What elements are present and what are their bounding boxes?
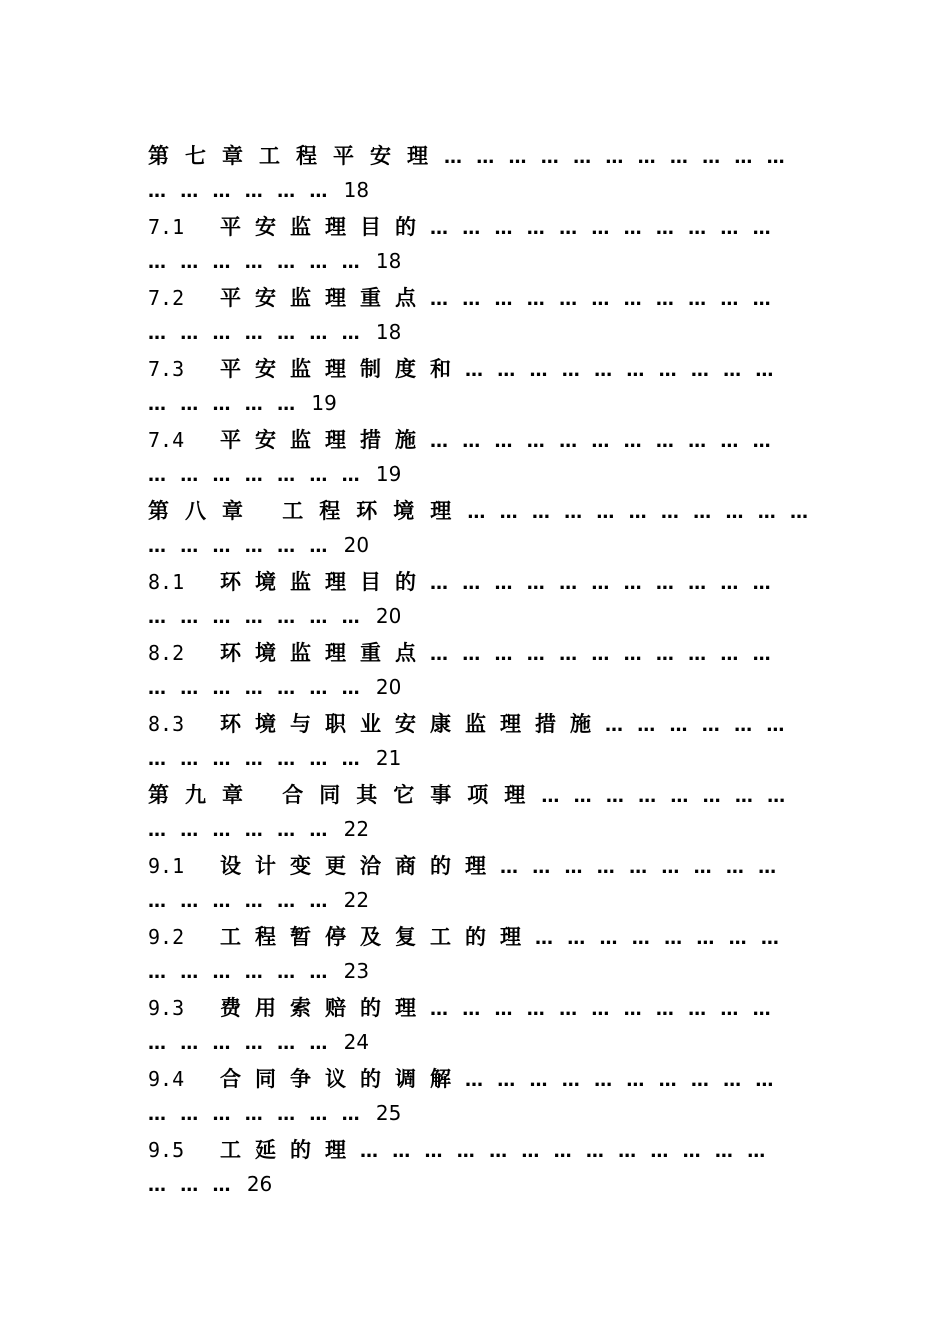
toc-entry-line (148, 423, 812, 456)
toc-entry-continuation (148, 1095, 812, 1131)
toc-entry-continuation (148, 953, 812, 989)
toc-entry-line (148, 1133, 812, 1166)
toc-entry-line (148, 139, 812, 172)
dot-leader: … … … … … … … (148, 1104, 374, 1125)
toc-section-entry (148, 1133, 812, 1204)
chapter-title: 第七章工程平安理 (148, 143, 444, 168)
toc-entry-line (148, 920, 812, 953)
dot-leader: … … … … … … … … (535, 928, 783, 949)
dot-leader: … … … … … … … (148, 678, 374, 699)
section-title: 环境监理目的 (220, 569, 430, 594)
toc-section-entry (148, 565, 812, 636)
toc-entry-line (148, 565, 812, 598)
page-number: 22 (343, 888, 370, 912)
dot-leader: … … … … … … … … … … … (430, 431, 775, 452)
page-number: 18 (375, 320, 402, 344)
toc-entry-continuation (148, 598, 812, 634)
page-number: 19 (311, 391, 337, 415)
section-number: 9.4 (148, 1067, 185, 1091)
toc-entry-line (148, 778, 812, 811)
toc-entry-continuation (148, 669, 812, 705)
dot-leader: … … … … … … … (148, 607, 374, 628)
toc-entry-line (148, 707, 812, 740)
dot-leader: … … … … … … (148, 891, 342, 912)
chapter-title: 第九章 合同其它事项理 (148, 782, 542, 807)
toc-entry-continuation (148, 314, 812, 350)
page-number: 20 (343, 533, 370, 557)
page-number: 24 (343, 1030, 370, 1054)
section-number: 7.4 (148, 428, 185, 452)
dot-leader: … … … … … … … (148, 323, 374, 344)
toc-entry-line (148, 352, 812, 385)
toc-section-entry (148, 281, 812, 352)
page-number: 26 (246, 1172, 273, 1196)
toc-section-entry (148, 352, 812, 423)
dot-leader: … … … … … … … … … … (465, 1070, 778, 1091)
toc-entry-continuation (148, 1024, 812, 1060)
dot-leader: … … … … … … … (148, 252, 374, 273)
table-of-contents (148, 139, 812, 1204)
dot-leader: … … … … … (148, 394, 310, 415)
toc-entry-continuation (148, 811, 812, 847)
toc-entry-continuation (148, 527, 812, 563)
section-title: 平安监理重点 (220, 285, 430, 310)
toc-section-entry (148, 1062, 812, 1133)
toc-entry-line (148, 991, 812, 1024)
section-title: 环境与职业安康监理措施 (220, 711, 605, 736)
dot-leader: … … … … … … (148, 536, 342, 557)
section-number: 8.1 (148, 570, 185, 594)
dot-leader: … … … … … … (605, 715, 789, 736)
toc-entry-line (148, 1062, 812, 1095)
dot-leader: … … … … … … … … … … … (430, 573, 775, 594)
dot-leader: … … … … … … (148, 1033, 342, 1054)
section-title: 合同争议的调解 (220, 1066, 465, 1091)
section-title: 环境监理重点 (220, 640, 430, 665)
toc-entry-line (148, 281, 812, 314)
page-number: 20 (375, 604, 402, 628)
section-title: 工程暂停及复工的理 (220, 924, 535, 949)
toc-chapter-entry (148, 139, 812, 210)
page-number: 18 (375, 249, 402, 273)
dot-leader: … … … … … … (148, 820, 342, 841)
section-number: 9.2 (148, 925, 185, 949)
section-number: 9.3 (148, 996, 185, 1020)
section-title: 平安监理目的 (220, 214, 430, 239)
dot-leader: … … … … … … … … … … … (430, 218, 775, 239)
toc-chapter-entry (148, 494, 812, 565)
toc-section-entry (148, 707, 812, 778)
toc-entry-continuation (148, 243, 812, 279)
toc-entry-continuation (148, 456, 812, 492)
page-number: 22 (343, 817, 370, 841)
toc-entry-continuation (148, 882, 812, 918)
section-number: 7.2 (148, 286, 185, 310)
dot-leader: … … … … … … … … … … … (444, 147, 789, 168)
toc-entry-continuation (148, 385, 812, 421)
section-number: 8.2 (148, 641, 185, 665)
section-title: 费用索赔的理 (220, 995, 430, 1020)
dot-leader: … … … … … … … … … … … (430, 999, 775, 1020)
dot-leader: … … … … … … … (148, 749, 374, 770)
section-number: 9.1 (148, 854, 185, 878)
page-number: 21 (375, 746, 402, 770)
section-number: 7.3 (148, 357, 185, 381)
dot-leader: … … … … … … … … … … … (430, 289, 775, 310)
dot-leader: … … … … … … … … … … … (430, 644, 775, 665)
section-number: 7.1 (148, 215, 185, 239)
dot-leader: … … … … … … (148, 181, 342, 202)
dot-leader: … … … … … … … … … … … (467, 502, 812, 523)
toc-entry-line (148, 849, 812, 882)
page-number: 20 (375, 675, 402, 699)
toc-entry-continuation (148, 172, 812, 208)
page-number: 25 (375, 1101, 402, 1125)
page-number: 23 (343, 959, 370, 983)
page-number: 19 (375, 462, 402, 486)
dot-leader: … … … … … … … … (541, 786, 790, 807)
toc-section-entry (148, 991, 812, 1062)
section-number: 8.3 (148, 712, 185, 736)
toc-section-entry (148, 636, 812, 707)
toc-section-entry (148, 849, 812, 920)
section-title: 工延的理 (220, 1137, 360, 1162)
dot-leader: … … … … … … … (148, 465, 374, 486)
toc-entry-line (148, 636, 812, 669)
section-title: 设计变更洽商的理 (220, 853, 500, 878)
toc-entry-line (148, 494, 812, 527)
toc-section-entry (148, 210, 812, 281)
toc-chapter-entry (148, 778, 812, 849)
section-number: 9.5 (148, 1138, 185, 1162)
section-title: 平安监理措施 (220, 427, 430, 452)
dot-leader: … … … … … … … … … (500, 857, 781, 878)
toc-section-entry (148, 423, 812, 494)
section-title: 平安监理制度和 (220, 356, 465, 381)
toc-entry-line (148, 210, 812, 243)
toc-section-entry (148, 920, 812, 991)
toc-entry-continuation (148, 1166, 812, 1202)
toc-entry-continuation (148, 740, 812, 776)
dot-leader: … … … … … … (148, 962, 342, 983)
dot-leader: … … … (148, 1175, 245, 1196)
dot-leader: … … … … … … … … … … (465, 360, 778, 381)
chapter-title: 第八章 工程环境理 (148, 498, 468, 523)
page-number: 18 (343, 178, 370, 202)
dot-leader: … … … … … … … … … … … … … (360, 1141, 770, 1162)
